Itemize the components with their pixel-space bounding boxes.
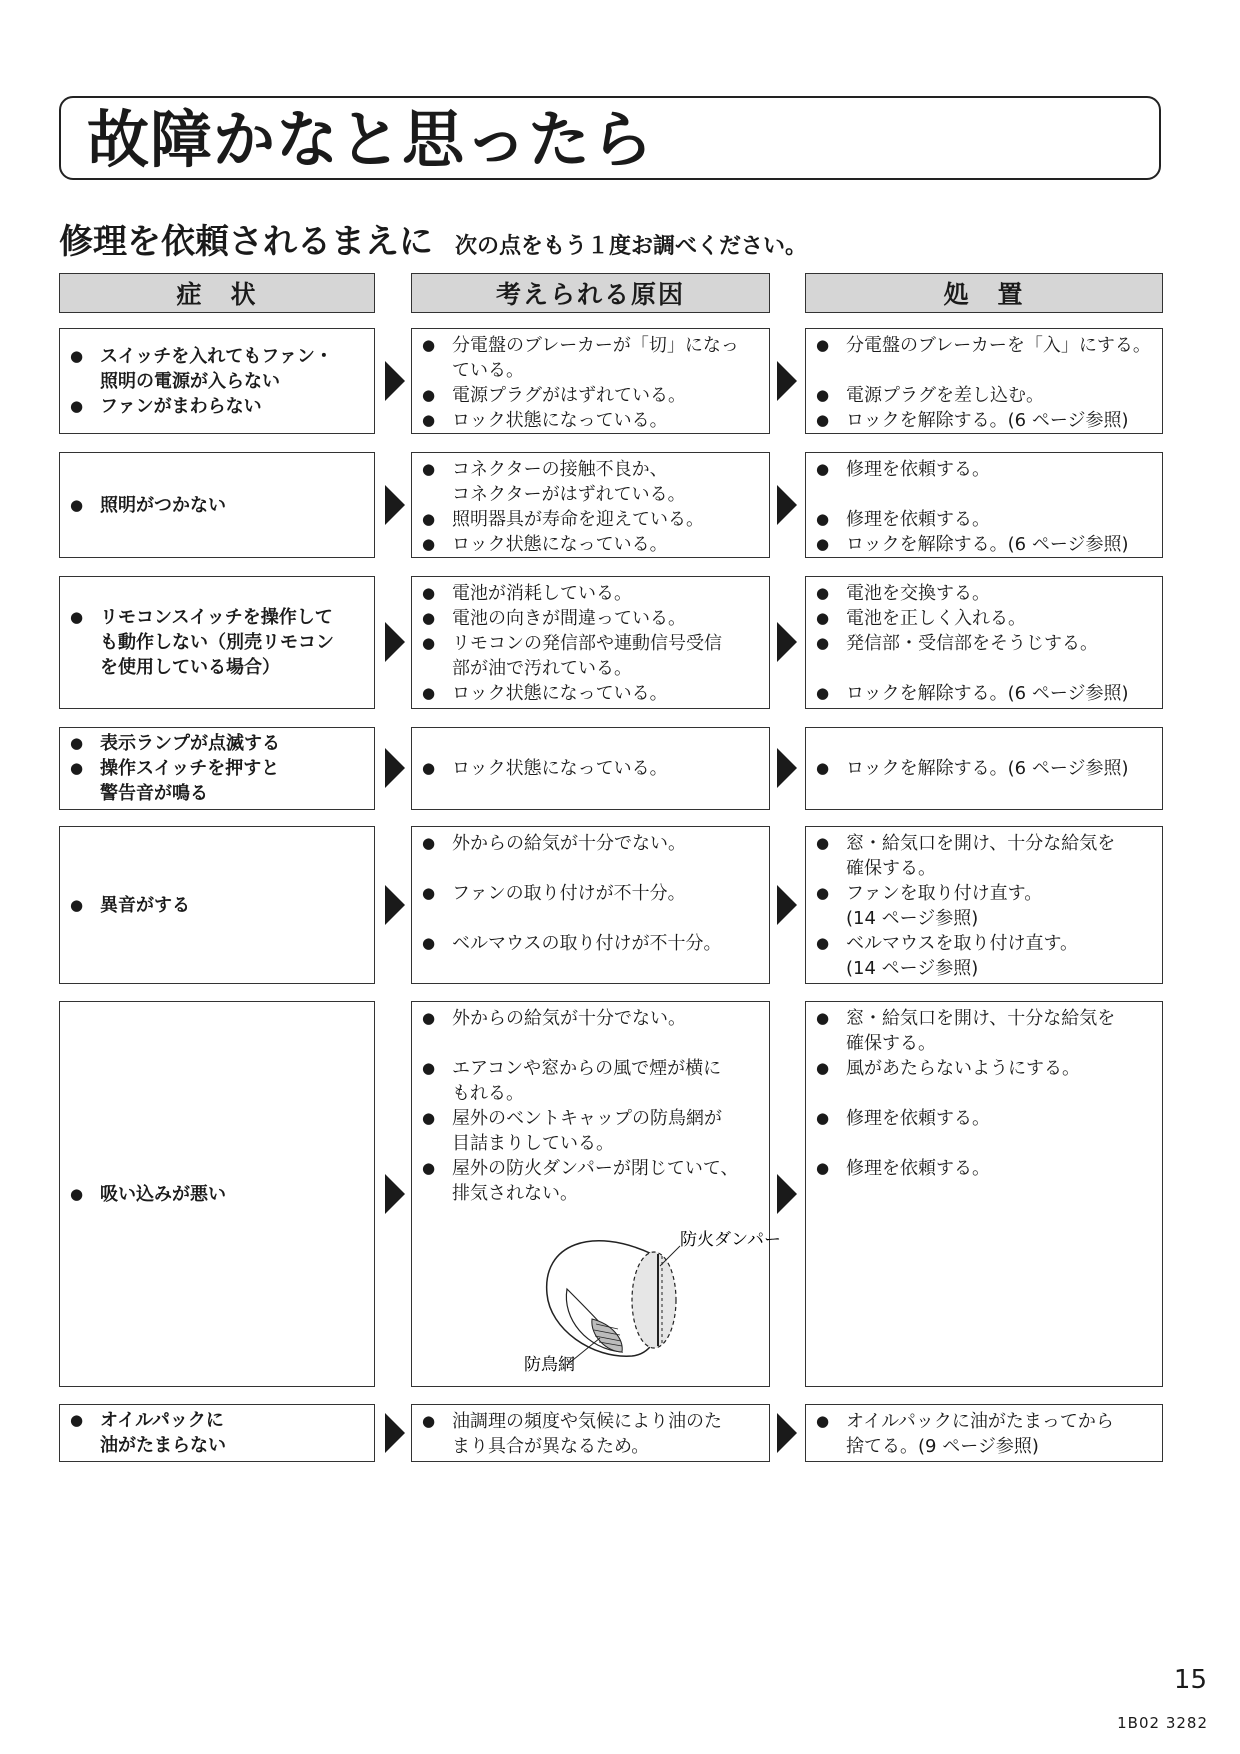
remedy-text: (14 ページ参照)	[846, 958, 979, 979]
cause-cell	[411, 1404, 770, 1462]
symptom-text: 照明がつかない	[100, 494, 226, 516]
cause-text: ロック状態になっている。	[452, 683, 668, 704]
column-header-cause: 考えられる原因	[411, 273, 770, 313]
bullet-icon: ●	[816, 834, 830, 852]
cause-text: まり具合が異なるため。	[452, 1436, 650, 1457]
bullet-icon: ●	[422, 336, 436, 354]
page-number: 15	[1173, 1665, 1207, 1695]
symptom-text: 油がたまらない	[100, 1435, 226, 1456]
bullet-icon: ●	[70, 495, 84, 514]
bullet-icon: ●	[816, 609, 830, 627]
remedy-text: 修理を依頼する。	[846, 1158, 990, 1179]
bullet-icon: ●	[422, 634, 436, 652]
section-title: 修理を依頼されるまえに	[59, 222, 433, 262]
bullet-icon: ●	[70, 734, 84, 752]
bullet-icon: ●	[70, 1411, 84, 1429]
cause-text: 外からの給気が十分でない。	[452, 1008, 686, 1029]
cause-text: 屋外のベントキャップの防鳥網が	[452, 1108, 722, 1129]
bullet-icon: ●	[70, 346, 84, 365]
remedy-text: ロックを解除する。(6 ページ参照)	[846, 410, 1129, 431]
bullet-icon: ●	[816, 684, 830, 702]
symptom-text: 吸い込みが悪い	[100, 1183, 226, 1205]
symptom-text: オイルパックに	[100, 1410, 224, 1431]
cause-text: 電池の向きが間違っている。	[452, 608, 686, 629]
remedy-text: 確保する。	[846, 1033, 936, 1054]
cause-cell	[411, 727, 770, 810]
bullet-icon: ●	[422, 460, 436, 478]
bullet-icon: ●	[422, 535, 436, 553]
symptom-cell	[59, 727, 375, 810]
symptom-text: も動作しない（別売リモコン	[100, 632, 334, 653]
cause-cell	[411, 328, 770, 434]
symptom-text: 異音がする	[100, 894, 190, 916]
remedy-text: 捨てる。(9 ページ参照)	[846, 1436, 1039, 1457]
symptom-text: リモコンスイッチを操作して	[100, 607, 333, 628]
cause-text: ロック状態になっている。	[452, 534, 668, 555]
remedy-text: (14 ページ参照)	[846, 908, 979, 929]
arrow-right-icon	[777, 485, 797, 525]
cause-text: ロック状態になっている。	[452, 758, 668, 779]
cause-text: 電池が消耗している。	[452, 583, 632, 604]
vent-cap-illustration	[472, 1224, 781, 1375]
remedy-text: 電源プラグを差し込む。	[846, 385, 1044, 406]
arrow-right-icon	[385, 361, 405, 401]
cause-text: ファンの取り付けが不十分。	[452, 883, 686, 904]
bullet-icon: ●	[422, 510, 436, 528]
cause-text: 外からの給気が十分でない。	[452, 833, 686, 854]
cause-text: ている。	[452, 360, 524, 381]
symptom-text: を使用している場合）	[100, 657, 280, 678]
remedy-text: 窓・給気口を開け、十分な給気を	[846, 833, 1116, 854]
remedy-text: ロックを解除する。(6 ページ参照)	[846, 534, 1129, 555]
bullet-icon: ●	[422, 934, 436, 952]
arrow-right-icon	[777, 361, 797, 401]
remedy-text: 分電盤のブレーカーを「入」にする。	[846, 335, 1151, 356]
arrow-right-icon	[385, 1174, 405, 1214]
bullet-icon: ●	[422, 1009, 436, 1027]
damper-label: 防火ダンパー	[680, 1230, 781, 1250]
remedy-text: ロックを解除する。(6 ページ参照)	[846, 683, 1129, 704]
remedy-cell	[805, 727, 1163, 810]
cause-text: 屋外の防火ダンパーが閉じていて、	[452, 1158, 739, 1179]
bird-net-label: 防鳥網	[524, 1355, 575, 1375]
cause-text: 電源プラグがはずれている。	[452, 385, 686, 406]
remedy-text: 発信部・受信部をそうじする。	[846, 633, 1098, 654]
symptom-text: ファンがまわらない	[100, 395, 262, 417]
remedy-text: 電池を交換する。	[846, 583, 990, 604]
remedy-text: 電池を正しく入れる。	[846, 608, 1026, 629]
bullet-icon: ●	[816, 884, 830, 902]
remedy-text: オイルパックに油がたまってから	[846, 1411, 1114, 1432]
arrow-right-icon	[777, 1174, 797, 1214]
arrow-right-icon	[385, 1413, 405, 1453]
bullet-icon: ●	[70, 608, 84, 626]
bullet-icon: ●	[816, 1059, 830, 1077]
remedy-text: 修理を依頼する。	[846, 459, 990, 480]
bullet-icon: ●	[422, 1109, 436, 1127]
symptom-text: スイッチを入れてもファン・	[100, 345, 333, 367]
bullet-icon: ●	[422, 386, 436, 404]
cause-text: 油調理の頻度や気候により油のた	[452, 1411, 722, 1432]
remedy-text: 窓・給気口を開け、十分な給気を	[846, 1008, 1116, 1029]
cause-cell	[411, 452, 770, 558]
bullet-icon: ●	[70, 759, 84, 777]
remedy-text: ベルマウスを取り付け直す。	[846, 933, 1079, 954]
cause-cell	[411, 826, 770, 984]
cause-text: 目詰まりしている。	[452, 1133, 614, 1154]
bullet-icon: ●	[816, 386, 830, 404]
cause-text: リモコンの発信部や連動信号受信	[452, 633, 722, 654]
remedy-text: 確保する。	[846, 858, 936, 879]
bullet-icon: ●	[816, 584, 830, 602]
arrow-right-icon	[777, 748, 797, 788]
bullet-icon: ●	[422, 1412, 436, 1430]
bullet-icon: ●	[816, 411, 830, 429]
bullet-icon: ●	[70, 895, 84, 914]
bullet-icon: ●	[422, 1059, 436, 1077]
remedy-cell	[805, 1001, 1163, 1387]
remedy-cell	[805, 452, 1163, 558]
arrow-right-icon	[777, 622, 797, 662]
cause-text: もれる。	[452, 1083, 524, 1104]
bullet-icon: ●	[422, 884, 436, 902]
bullet-icon: ●	[422, 759, 436, 777]
cause-text: 照明器具が寿命を迎えている。	[452, 509, 704, 530]
cause-text: ロック状態になっている。	[452, 410, 668, 431]
symptom-cell	[59, 328, 375, 434]
bullet-icon: ●	[816, 934, 830, 952]
arrow-right-icon	[777, 885, 797, 925]
remedy-text: 修理を依頼する。	[846, 1108, 990, 1129]
cause-text: ベルマウスの取り付けが不十分。	[452, 933, 722, 954]
bullet-icon: ●	[816, 1009, 830, 1027]
cause-cell	[411, 576, 770, 709]
cause-text: コネクターがはずれている。	[452, 484, 686, 505]
bullet-icon: ●	[70, 1184, 84, 1203]
bullet-icon: ●	[816, 1159, 830, 1177]
bullet-icon: ●	[816, 535, 830, 553]
remedy-text: ファンを取り付け直す。	[846, 883, 1043, 904]
bullet-icon: ●	[816, 336, 830, 354]
symptom-cell	[59, 1001, 375, 1387]
cause-text: エアコンや窓からの風で煙が横に	[452, 1058, 722, 1079]
remedy-cell	[805, 576, 1163, 709]
section-heading	[59, 214, 807, 263]
bullet-icon: ●	[422, 834, 436, 852]
symptom-text: 警告音が鳴る	[100, 783, 208, 804]
bullet-icon: ●	[422, 684, 436, 702]
bullet-icon: ●	[70, 396, 84, 415]
arrow-right-icon	[385, 622, 405, 662]
symptom-text: 操作スイッチを押すと	[100, 758, 280, 779]
arrow-right-icon	[777, 1413, 797, 1453]
cause-text: 排気されない。	[452, 1183, 578, 1204]
bullet-icon: ●	[816, 1412, 830, 1430]
bullet-icon: ●	[422, 609, 436, 627]
symptom-cell	[59, 576, 375, 709]
symptom-cell	[59, 1404, 375, 1462]
bullet-icon: ●	[816, 510, 830, 528]
bullet-icon: ●	[816, 634, 830, 652]
document-code: 1B02 3282	[1117, 1714, 1208, 1732]
symptom-cell	[59, 452, 375, 558]
bullet-icon: ●	[816, 460, 830, 478]
symptom-text: 照明の電源が入らない	[100, 370, 280, 392]
cause-text: 分電盤のブレーカーが「切」になっ	[452, 335, 739, 356]
symptom-cell	[59, 826, 375, 984]
remedy-text: 修理を依頼する。	[846, 509, 990, 530]
page-title: 故障かなと思ったら	[87, 103, 655, 176]
bullet-icon: ●	[816, 1109, 830, 1127]
remedy-text: ロックを解除する。(6 ページ参照)	[846, 758, 1129, 779]
bullet-icon: ●	[422, 1159, 436, 1177]
remedy-text: 風があたらないようにする。	[846, 1058, 1080, 1079]
bullet-icon: ●	[422, 411, 436, 429]
arrow-right-icon	[385, 485, 405, 525]
bullet-icon: ●	[422, 584, 436, 602]
bullet-icon: ●	[816, 759, 830, 777]
section-instruction: 次の点をもう１度お調べください。	[455, 234, 808, 259]
remedy-cell	[805, 328, 1163, 434]
remedy-cell	[805, 826, 1163, 984]
remedy-cell	[805, 1404, 1163, 1462]
arrow-right-icon	[385, 748, 405, 788]
cause-text: コネクターの接触不良か、	[452, 459, 668, 480]
symptom-text: 表示ランプが点滅する	[100, 733, 280, 754]
arrow-right-icon	[385, 885, 405, 925]
column-header-remedy: 処 置	[805, 273, 1163, 313]
title-box	[59, 96, 1161, 180]
cause-cell	[411, 1001, 781, 1387]
cause-text: 部が油で汚れている。	[452, 658, 632, 679]
column-header-symptom: 症 状	[59, 273, 375, 313]
